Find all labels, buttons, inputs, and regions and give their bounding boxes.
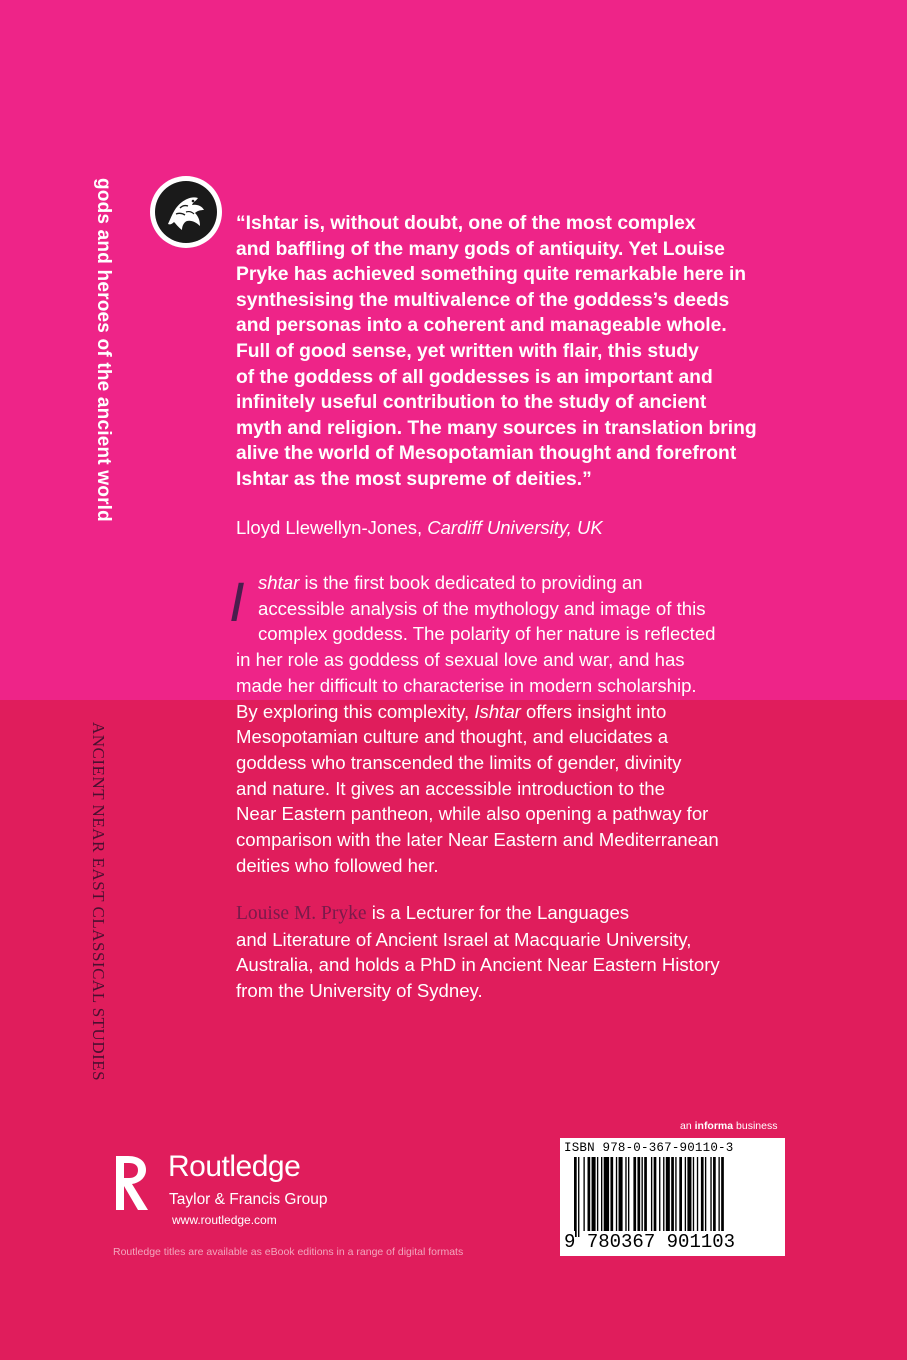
quote-line: Pryke has achieved something quite remarkable here in (236, 264, 747, 286)
publisher-name: Routledge (168, 1150, 301, 1183)
ean-group-1: 780367 (586, 1231, 656, 1253)
barcode-bar (693, 1157, 694, 1231)
barcode-bar (578, 1157, 579, 1237)
drop-cap: I (229, 570, 245, 633)
barcode-bar (651, 1157, 652, 1231)
barcode-bar (713, 1157, 716, 1231)
quote-line: alive the world of Mesopotamian thought and forefront (236, 443, 737, 465)
description-line: accessible analysis of the mythology and image of this (258, 597, 706, 619)
barcode-bar (644, 1157, 647, 1231)
barcode-bar (659, 1157, 660, 1231)
barcode-bar (601, 1157, 602, 1231)
barcode-bar (610, 1157, 613, 1231)
quote-line: of the goddess of all goddesses is an important and (236, 366, 713, 388)
barcode-bar (701, 1157, 704, 1231)
ean-group-2: 901103 (666, 1231, 736, 1253)
author-bio (236, 900, 796, 1003)
barcode-bar (625, 1157, 626, 1231)
barcode-bar (616, 1157, 617, 1231)
isbn-barcode (560, 1138, 785, 1256)
barcode-bar (697, 1157, 698, 1231)
mark-lettering: ROUTLEDGE (109, 1160, 116, 1204)
description-line: comparison with the later Near Eastern and Mediterranean (236, 829, 719, 851)
description-text: offers insight into (520, 700, 667, 722)
ean-digits (564, 1231, 735, 1253)
quote-line: and baffling of the many gods of antiquity. Yet Louise (236, 238, 725, 260)
barcode-bar (654, 1157, 657, 1231)
barcode-bar (666, 1157, 670, 1231)
barcode-bar (588, 1157, 591, 1231)
informa-suffix: business (733, 1120, 778, 1132)
barcode-bar (592, 1157, 596, 1231)
quote-line: infinitely useful contribution to the study of ancient (236, 392, 707, 414)
quote-line: Full of good sense, yet written with flair, this study (236, 340, 699, 362)
bio-line: from the University of Sydney. (236, 979, 483, 1001)
informa-brand: informa (694, 1120, 734, 1132)
barcode-bar (637, 1157, 640, 1231)
isbn-label: ISBN 978-0-367-90110-3 (564, 1141, 734, 1155)
book-title-fragment: shtar (258, 572, 300, 593)
endorsement-quote (236, 211, 806, 493)
book-title: Ishtar (474, 700, 521, 722)
barcode-bar (675, 1157, 676, 1231)
publisher-url: www.routledge.com (172, 1213, 277, 1227)
bio-line: and Literature of Ancient Israel at Macquarie University, (236, 928, 692, 950)
description-line: deities who followed her. (236, 854, 439, 876)
ebook-note: Routledge titles are available as eBook editions in a range of digital formats (113, 1246, 464, 1258)
bio-line (236, 900, 796, 927)
publisher-group: Taylor & Francis Group (169, 1191, 328, 1208)
barcode-bar (574, 1157, 577, 1237)
barcode-bar (718, 1157, 719, 1231)
quote-line: “Ishtar is, without doubt, one of the most complex (236, 213, 696, 234)
quote-line: Ishtar as the most supreme of deities.” (236, 468, 592, 490)
book-description (236, 570, 796, 878)
quote-line: myth and religion. The many sources in translation bring (236, 417, 757, 439)
informa-tagline (680, 1120, 777, 1132)
barcode-bar (705, 1157, 706, 1231)
description-text: is the first book dedicated to providing an (299, 572, 643, 593)
description-line: Near Eastern pantheon, while also opening a pathway for (236, 803, 709, 825)
barcode-bar (633, 1157, 636, 1231)
barcode-bar (583, 1157, 584, 1231)
description-line: goddess who transcended the limits of gender, divinity (236, 751, 682, 773)
publisher-logo (106, 1150, 356, 1227)
description-line: complex goddess. The polarity of her nature is reflected (258, 623, 716, 645)
quote-line: synthesising the multivalence of the goddess’s deeds (236, 289, 730, 311)
barcode-bar (663, 1157, 664, 1231)
barcode-bar (671, 1157, 674, 1231)
barcode-bar (721, 1157, 724, 1237)
series-title: gods and heroes of the ancient world (93, 178, 114, 522)
description-line: made her difficult to characterise in modern scholarship. (236, 674, 697, 696)
barcode-bar (710, 1157, 711, 1231)
description-line (236, 570, 796, 596)
bio-line: Australia, and holds a PhD in Ancient Near Eastern History (236, 954, 720, 976)
barcode-bar (685, 1157, 686, 1231)
barcode-bar (597, 1157, 598, 1231)
subseries-title: ANCIENT NEAR EAST CLASSICAL STUDIES (89, 722, 108, 1082)
barcode-bars (574, 1157, 774, 1237)
barcode-bar (679, 1157, 682, 1231)
quote-line: and personas into a coherent and manageable whole. (236, 315, 727, 337)
attribution-affiliation: Cardiff University, UK (427, 517, 603, 538)
barcode-bar (619, 1157, 623, 1231)
quote-attribution (236, 517, 603, 539)
bio-text: is a Lecturer for the Languages (366, 902, 630, 923)
ean-first-digit: 9 (564, 1231, 576, 1253)
attribution-author: Lloyd Llewellyn-Jones, (236, 517, 423, 538)
routledge-mark-icon (106, 1152, 156, 1216)
barcode-bar (687, 1157, 691, 1231)
author-name: Louise M. Pryke (236, 903, 367, 924)
description-line (236, 699, 796, 725)
description-line: Mesopotamian culture and thought, and elucidates a (236, 726, 669, 748)
description-line: in her role as goddess of sexual love and war, and has (236, 649, 685, 671)
barcode-bar (628, 1157, 629, 1231)
description-line: and nature. It gives an accessible introduction to the (236, 777, 665, 799)
barcode-bar (642, 1157, 643, 1231)
informa-prefix: an (680, 1120, 695, 1132)
description-text: By exploring this complexity, (236, 700, 475, 722)
griffin-emblem-icon (150, 176, 222, 248)
barcode-bar (604, 1157, 609, 1231)
